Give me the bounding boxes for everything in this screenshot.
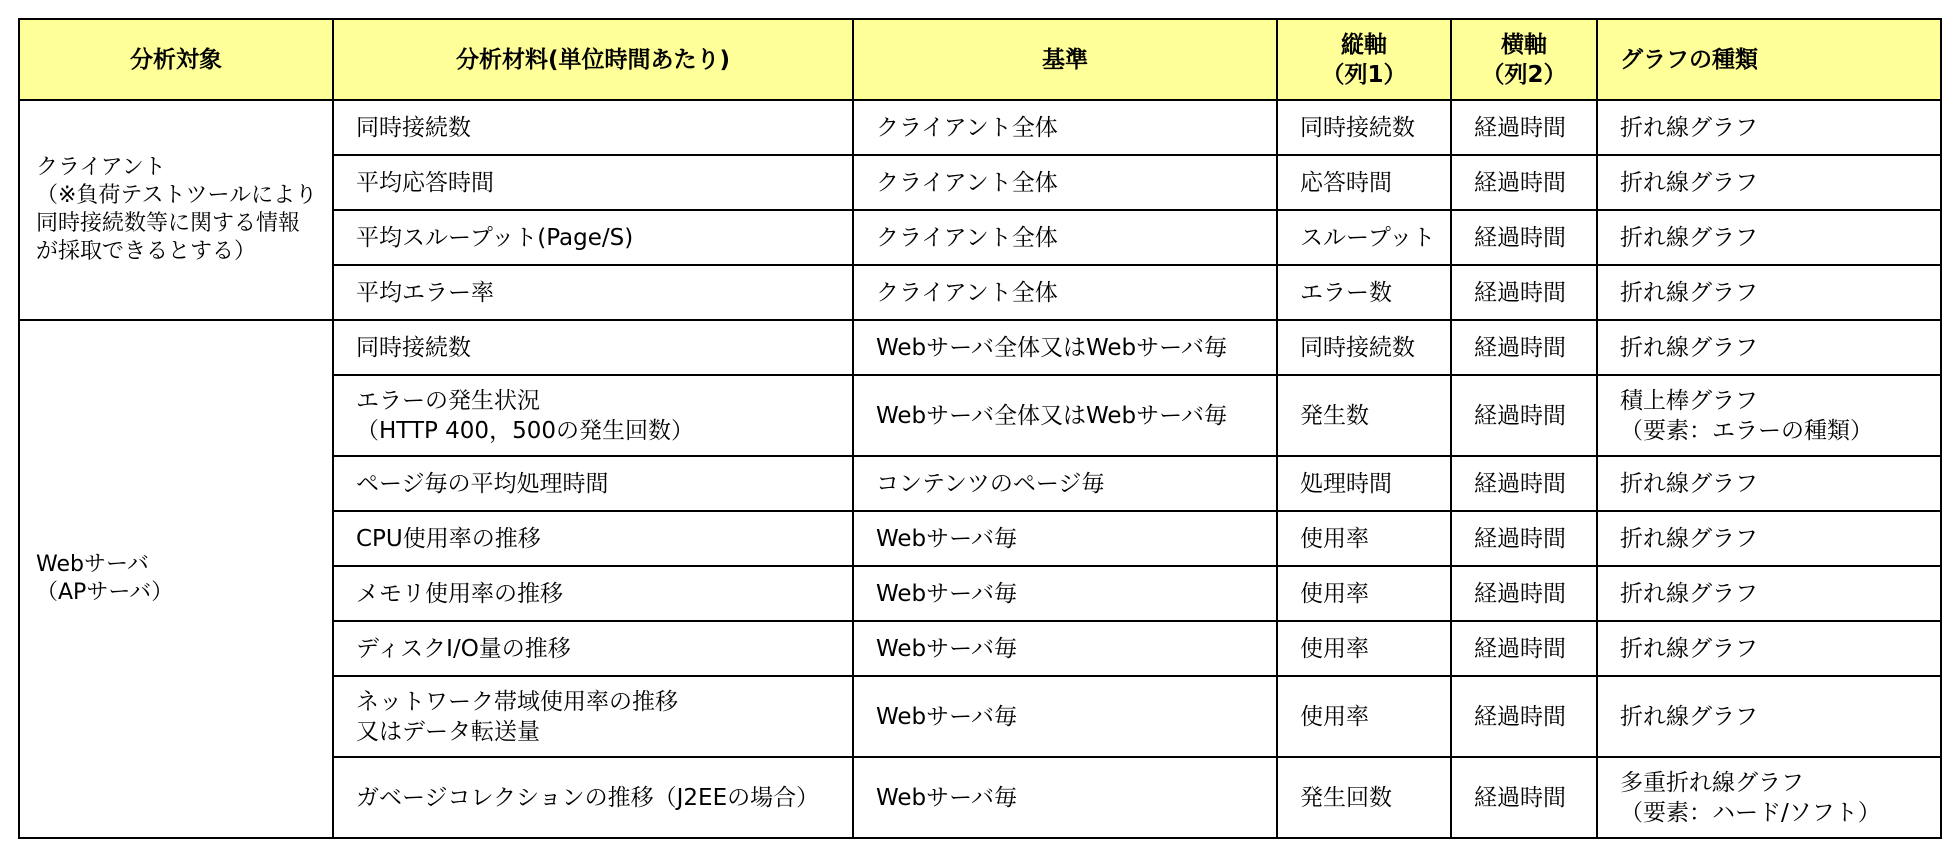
basis-cell-text: Webサーバ毎 [876,703,1017,730]
material-cell-text: 平均スループット(Page/S) [356,224,634,251]
vertical-axis-cell-text: 発生数 [1300,402,1369,429]
graph-type-cell-text: 折れ線グラフ [1620,169,1758,196]
horizontal-axis-cell-text: 経過時間 [1474,525,1566,552]
horizontal-axis-cell [1451,320,1597,375]
material-cell [333,375,853,456]
material-cell [333,155,853,210]
horizontal-axis-cell [1451,265,1597,320]
header-label: （列1） [1321,61,1407,88]
basis-cell [853,375,1277,456]
table-row [19,320,1941,375]
vertical-axis-cell [1277,621,1451,676]
vertical-axis-cell [1277,155,1451,210]
analysis-target-label: クライアント [36,155,166,180]
basis-cell [853,265,1277,320]
material-cell [333,757,853,838]
material-cell-text: 同時接続数 [356,334,471,361]
horizontal-axis-cell [1451,375,1597,456]
material-cell [333,456,853,511]
graph-type-cell-text: 多重折れ線グラフ [1620,769,1804,796]
header-analysis-material [333,19,853,100]
horizontal-axis-cell [1451,100,1597,155]
basis-cell [853,511,1277,566]
horizontal-axis-cell [1451,566,1597,621]
graph-type-cell-text: 積上棒グラフ [1620,387,1758,414]
basis-cell-text: Webサーバ全体又はWebサーバ毎 [876,402,1227,429]
basis-cell-text: クライアント全体 [876,224,1058,251]
material-cell-text: CPU使用率の推移 [356,525,541,552]
horizontal-axis-cell [1451,456,1597,511]
basis-cell-text: Webサーバ毎 [876,635,1017,662]
material-cell [333,265,853,320]
graph-type-cell [1597,375,1941,456]
horizontal-axis-cell-text: 経過時間 [1474,402,1566,429]
material-cell [333,100,853,155]
vertical-axis-cell [1277,375,1451,456]
basis-cell-text: Webサーバ毎 [876,525,1017,552]
graph-type-cell-text: 折れ線グラフ [1620,334,1758,361]
graph-type-cell [1597,621,1941,676]
basis-cell [853,456,1277,511]
header-label: 基準 [1042,46,1088,73]
table-body [19,100,1941,838]
basis-cell [853,757,1277,838]
material-cell [333,210,853,265]
graph-type-cell-text: 折れ線グラフ [1620,635,1758,662]
basis-cell-text: Webサーバ毎 [876,784,1017,811]
horizontal-axis-cell-text: 経過時間 [1474,334,1566,361]
vertical-axis-cell-text: 使用率 [1300,703,1369,730]
graph-type-cell-text: 折れ線グラフ [1620,470,1758,497]
graph-type-cell-text: 折れ線グラフ [1620,224,1758,251]
basis-cell-text: クライアント全体 [876,114,1058,141]
vertical-axis-cell-text: エラー数 [1300,279,1392,306]
horizontal-axis-cell [1451,210,1597,265]
analysis-target-label: Webサーバ [36,552,149,577]
analysis-target-cell [19,320,333,838]
material-cell [333,320,853,375]
horizontal-axis-cell-text: 経過時間 [1474,169,1566,196]
vertical-axis-cell [1277,676,1451,757]
material-cell [333,511,853,566]
material-cell-text: ディスクI/O量の推移 [356,635,571,662]
horizontal-axis-cell [1451,621,1597,676]
vertical-axis-cell [1277,757,1451,838]
vertical-axis-cell-text: 使用率 [1300,635,1369,662]
basis-cell-text: クライアント全体 [876,279,1058,306]
basis-cell [853,621,1277,676]
graph-type-cell [1597,566,1941,621]
material-cell-text: 又はデータ転送量 [356,718,540,745]
graph-type-cell-text: 折れ線グラフ [1620,580,1758,607]
vertical-axis-cell-text: 処理時間 [1300,470,1392,497]
header-label: （列2） [1481,61,1567,88]
basis-cell-text: クライアント全体 [876,169,1058,196]
basis-cell [853,100,1277,155]
horizontal-axis-cell-text: 経過時間 [1474,279,1566,306]
horizontal-axis-cell-text: 経過時間 [1474,224,1566,251]
material-cell [333,676,853,757]
vertical-axis-cell [1277,210,1451,265]
header-row [19,19,1941,100]
basis-cell [853,676,1277,757]
graph-type-cell [1597,757,1941,838]
vertical-axis-cell-text: 使用率 [1300,525,1369,552]
horizontal-axis-cell-text: 経過時間 [1474,580,1566,607]
horizontal-axis-cell-text: 経過時間 [1474,470,1566,497]
graph-type-cell [1597,210,1941,265]
vertical-axis-cell-text: スループット [1300,224,1436,251]
graph-type-cell-text: 折れ線グラフ [1620,525,1758,552]
vertical-axis-cell [1277,320,1451,375]
graph-type-cell-text: 折れ線グラフ [1620,703,1758,730]
horizontal-axis-cell-text: 経過時間 [1474,703,1566,730]
material-cell [333,621,853,676]
header-label: 分析対象 [130,46,222,73]
header-analysis-target [19,19,333,100]
analysis-table [18,18,1942,839]
material-cell [333,566,853,621]
basis-cell-text: コンテンツのページ毎 [876,470,1105,497]
analysis-target-label: が採取できるとする） [36,239,257,264]
material-cell-text: エラーの発生状況 [356,387,540,414]
vertical-axis-cell-text: 使用率 [1300,580,1369,607]
basis-cell [853,320,1277,375]
horizontal-axis-cell [1451,676,1597,757]
basis-cell [853,210,1277,265]
vertical-axis-cell [1277,456,1451,511]
material-cell-text: 同時接続数 [356,114,471,141]
graph-type-cell [1597,456,1941,511]
table-row [19,100,1941,155]
vertical-axis-cell-text: 発生回数 [1300,784,1392,811]
graph-type-cell [1597,100,1941,155]
graph-type-cell [1597,265,1941,320]
basis-cell-text: Webサーバ全体又はWebサーバ毎 [876,334,1227,361]
header-label: グラフの種類 [1620,46,1758,73]
header-basis [853,19,1277,100]
graph-type-cell [1597,320,1941,375]
vertical-axis-cell [1277,100,1451,155]
horizontal-axis-cell [1451,757,1597,838]
basis-cell [853,566,1277,621]
horizontal-axis-cell [1451,155,1597,210]
vertical-axis-cell-text: 同時接続数 [1300,114,1415,141]
analysis-target-cell [19,100,333,320]
analysis-target-label: （APサーバ） [36,580,174,605]
material-cell-text: 平均応答時間 [356,169,494,196]
vertical-axis-cell [1277,566,1451,621]
basis-cell-text: Webサーバ毎 [876,580,1017,607]
graph-type-cell [1597,155,1941,210]
material-cell-text: メモリ使用率の推移 [356,580,563,607]
material-cell-text: ガベージコレクションの推移（J2EEの場合） [356,784,820,811]
analysis-target-label: （※負荷テストツールにより [36,183,318,208]
header-label: 縦軸 [1341,31,1387,58]
horizontal-axis-cell-text: 経過時間 [1474,784,1566,811]
graph-type-cell-text: （要素：エラーの種類） [1620,417,1873,444]
material-cell-text: ページ毎の平均処理時間 [356,470,609,497]
basis-cell [853,155,1277,210]
analysis-target-label: 同時接続数等に関する情報 [36,211,301,236]
header-vertical-axis [1277,19,1451,100]
horizontal-axis-cell-text: 経過時間 [1474,635,1566,662]
graph-type-cell-text: 折れ線グラフ [1620,279,1758,306]
vertical-axis-cell [1277,511,1451,566]
vertical-axis-cell-text: 同時接続数 [1300,334,1415,361]
material-cell-text: ネットワーク帯域使用率の推移 [356,688,678,715]
header-graph-type [1597,19,1941,100]
graph-type-cell-text: （要素：ハード/ソフト） [1620,799,1881,826]
graph-type-cell-text: 折れ線グラフ [1620,114,1758,141]
material-cell-text: 平均エラー率 [356,279,494,306]
horizontal-axis-cell-text: 経過時間 [1474,114,1566,141]
header-label: 横軸 [1501,31,1547,58]
graph-type-cell [1597,511,1941,566]
header-horizontal-axis [1451,19,1597,100]
header-label: 分析材料(単位時間あたり) [455,46,731,73]
vertical-axis-cell [1277,265,1451,320]
vertical-axis-cell-text: 応答時間 [1300,169,1392,196]
material-cell-text: （HTTP 400，500の発生回数） [356,417,694,444]
horizontal-axis-cell [1451,511,1597,566]
table-header [19,19,1941,100]
graph-type-cell [1597,676,1941,757]
